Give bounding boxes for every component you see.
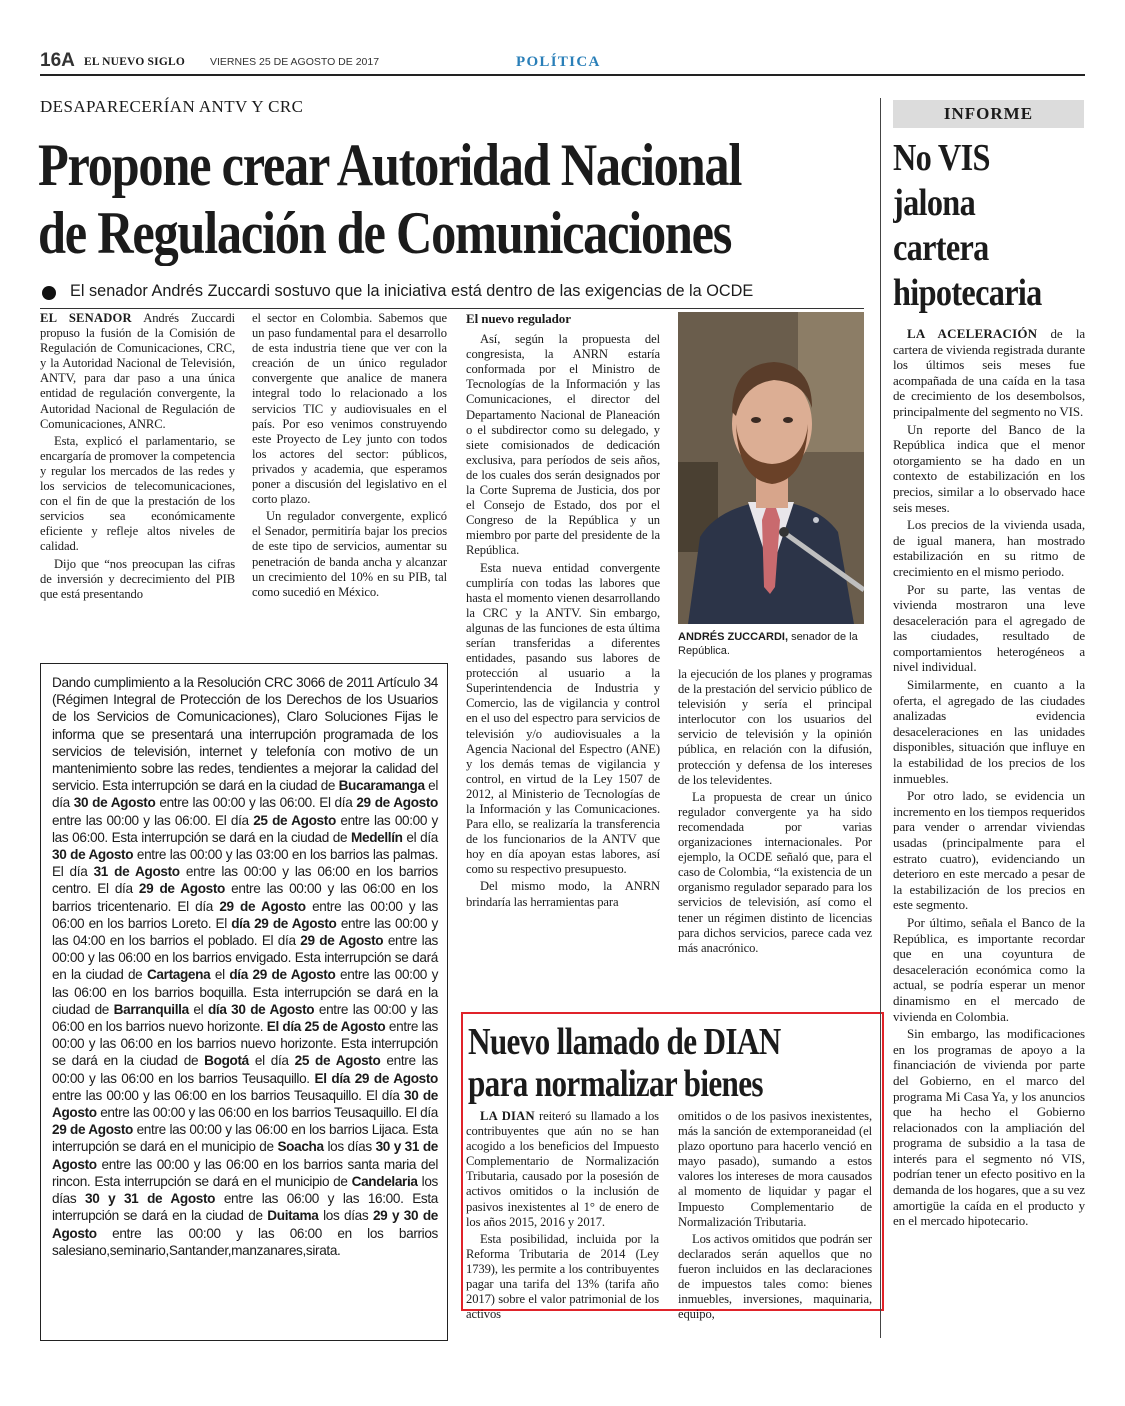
notice-segment: entre las 00:00 y las 06:00 en los barrios salesiano,seminario,Santander,manzanares,sirata. [52, 1225, 438, 1258]
dian-column-1 [466, 1109, 659, 1324]
section-name: POLÍTICA [516, 54, 601, 70]
notice-segment: entre las 06:00 y las 16:00. Esta interrupción se dará en la ciudad de [52, 1191, 438, 1224]
notice-highlight: Duitama [267, 1208, 319, 1224]
deck-rule [40, 308, 864, 309]
article-kicker: DESAPARECERÍAN ANTV Y CRC [40, 97, 304, 116]
subheading: El nuevo regulador [466, 311, 571, 326]
notice-segment: entre las 00:00 y las 06:00 en los barrios tricentenario. El día [52, 881, 438, 914]
notice-highlight: Candelaria [351, 1173, 418, 1189]
article-paragraph: Esta, explicó el parlamentario, se encargaría de promover la competencia y regular los mercados de las redes y los servicios de telecomunicaciones, con el fin de que la prestación de los servicios sea económicamente eficiente y refleje altos niveles de calidad. [40, 433, 235, 554]
article-paragraph: Andrés Zuccardi propuso la fusión de la Comisión de Regulación de Comunicaciones, CRC, y la Autoridad Nacional de Televisión, ANTV, para dar paso a una única entidad de regulación convergente, la Autoridad Nacional de Regulación de Comunicaciones, ANRC. [40, 311, 235, 431]
notice-segment: entre las 00:00 y las 06:00. Esta interrupción se dará en la ciudad de [52, 812, 439, 845]
service-notice-text [52, 674, 438, 1259]
notice-highlight: 29 de Agosto [138, 881, 225, 897]
caption-text: senador de la República. [678, 631, 858, 657]
informe-headline-line: hipotecaria [893, 272, 1042, 314]
notice-highlight: día 29 de Agosto [231, 915, 337, 931]
article-column-2 [252, 311, 447, 602]
informe-lead-word: LA ACELERACIÓN [907, 326, 1038, 341]
informe-label: INFORME [943, 104, 1034, 123]
senator-photo [678, 312, 864, 624]
notice-highlight: 29 de Agosto [219, 898, 306, 914]
article-paragraph: La propuesta de crear un único regulador convergente ya ha sido recomendada por varias organizaciones internacionales. Por ejemplo, la OCDE señaló que, para el caso de Colombia, “la existencia de un organismo regulador separado para los servicios de televisión, así como el tener un régimen distinto de licencias para dichos servicios, parece cada vez más anacrónico. [678, 789, 872, 955]
notice-segment: entre las 00:00 y las 06:00. El día [155, 795, 357, 811]
dian-paragraph: omitidos o de los pasivos inexistentes, más la sanción de extemporaneidad (el plazo oportuno para hacerlo venció en mayo pasado), sumando a estos valores los intereses de mora causados al momento de liquidar y pagar el Impuesto Complementario de Normalización Tributaria. [678, 1109, 872, 1229]
article-paragraph: Así, según la propuesta del congresista, la ANRN estaría conformada por el Ministro de Tecnologías de la Información y las Comunicaciones, el director del Departamento Nacional de Planeación o el subdirector como su delegado, y siete comisionados de dedicación exclusiva, para períodos de seis años, de los cuales dos serán designados por la Corte Suprema de Justicia, dos por el Consejo de Estado, dos por el Congreso de la República y un miembro por parte del presidente de la República. [466, 332, 660, 558]
notice-highlight: 30 y 31 de Agosto [84, 1191, 216, 1207]
page-header [40, 48, 1085, 72]
notice-highlight: día 29 de Agosto [229, 967, 336, 983]
bullet-icon [42, 286, 56, 300]
notice-highlight: 29 de Agosto [52, 1122, 133, 1138]
notice-segment: entre las 00:00 y las 06:00 en los barrios Teusaquillo. El día [52, 1087, 405, 1103]
article-headline [38, 131, 878, 271]
informe-column [893, 326, 1085, 1231]
informe-headline-line: jalona [893, 182, 976, 224]
informe-paragraph: Un reporte del Banco de la República indica que el menor otorgamiento se ha dado en un contexto de estabilización en los precios, similar a lo observado hace seis meses. [893, 421, 1085, 515]
informe-headline-line: No VIS [893, 137, 990, 179]
dian-lead-word: LA DIAN [480, 1109, 535, 1123]
notice-segment: entre las 00:00 y las 06:00 en los barrios centro. El día [52, 864, 439, 897]
notice-highlight: 25 de Agosto [294, 1053, 381, 1069]
notice-segment: entre las 00:00 y las 06:00 en los barrios nuevo horizonte. [52, 1001, 439, 1035]
informe-label-box [893, 100, 1084, 128]
notice-highlight: Barranquilla [113, 1001, 189, 1017]
notice-segment: el día [52, 778, 438, 811]
dian-headline-line-2: para normalizar bienes [468, 1063, 763, 1104]
notice-highlight: 30 y 31 de Agosto [52, 1139, 438, 1172]
article-paragraph: Esta nueva entidad convergente cumpliría con todas las labores que hasta el momento vienen desarrollando la CRC y la ANTV. Sin embargo, algunas de las funciones de esta última serían transferidas a diferentes entidades, pasando sus labores de protección al usuario a la Superintendencia de Industria y Comercio, las de vigilancia y control en el uso del espectro para servicios de televisión y/o audiovisuales a la Agencia Nacional del Espectro (ANE) y los demás temas de vigilancia y control, en virtud de la Ley 1507 de 2012, al Ministerio de Tecnologías de la Información y las Comunicaciones. Para ello, se realizaría la transferencia de los funcionarios de la ANTV que hoy en día apoyan estas labores, así como su respectivo presupuesto. [466, 560, 660, 877]
notice-highlight: 25 de Agosto [253, 812, 336, 828]
informe-paragraph: Por otro lado, se evidencia un incremento en los tiempos requeridos para vender o arrendar viviendas usadas (principalmente para el estrato cuatro), evidenciando un deterioro en este mercado a pesar de la estabilización de los precios en este segmento. [893, 788, 1085, 913]
notice-highlight: 30 de Agosto [52, 847, 134, 863]
dian-headline-line-1: Nuevo llamado de DIAN [468, 1021, 781, 1063]
senator-photo-illustration [678, 312, 864, 624]
notice-segment: los días [318, 1208, 373, 1224]
notice-highlight: 29 de Agosto [300, 933, 384, 949]
notice-segment: entre las 00:00 y las 06:00 en los barrios Teusaquillo. El día [96, 1105, 438, 1121]
header-rule [40, 74, 1085, 76]
article-column-3 [466, 311, 660, 912]
caption-name: ANDRÉS ZUCCARDI, [678, 631, 788, 643]
notice-segment: entre las 00:00 y las 06:00 en los barrios Loreto. El [52, 898, 438, 931]
photo-caption [678, 630, 864, 658]
notice-highlight: El día 29 de Agosto [314, 1070, 438, 1086]
article-lead-word: EL SENADOR [40, 311, 132, 325]
notice-segment: los días [52, 1173, 438, 1207]
notice-segment: el [188, 1001, 208, 1017]
article-deck: El senador Andrés Zuccardi sostuvo que la iniciativa está dentro de las exigencias de la OCDE [70, 282, 754, 300]
notice-highlight: Cartagena [146, 967, 211, 983]
informe-paragraph: Similarmente, en cuanto a la oferta, el agregado de las ciudades analizadas evidencia desaceleraciones en las unidades disponibles, situación que influye en la estabilidad de los precios de los inmuebles. [893, 677, 1085, 786]
notice-highlight: 30 de Agosto [73, 795, 156, 811]
informe-headline-line: cartera [893, 227, 989, 269]
article-headline-line-2: de Regulación de Comunicaciones [38, 200, 732, 266]
notice-segment: entre las 00:00 y las 06:00 en los barrios Lijaca. Esta interrupción se dará en el municipio de [52, 1122, 438, 1155]
informe-paragraph: Por último, señala el Banco de la República, es importante recordar que en una coyuntura de desaceleración económica como la actual, se podría esperar un menor dinamismo en el mercado de vivienda en Colombia. [893, 914, 1085, 1024]
article-paragraph: Un regulador convergente, explicó el Senador, permitiría bajar los precios de este tipo de servicios, aumentar su penetración de banda ancha y alcanzar un crecimiento del 10% en su PIB, tal como sucedió en México. [252, 509, 447, 599]
notice-highlight: 29 y 30 de Agosto [52, 1208, 438, 1241]
article-paragraph: Del mismo modo, la ANRN brindaría las herramientas para [466, 879, 660, 909]
notice-highlight: Soacha [277, 1139, 324, 1155]
article-paragraph: el sector en Colombia. Sabemos que un paso fundamental para el desarrollo de esta industria tiene que ver con la creación de un único regulador convergente que analice de manera integral todo lo relacionado a los servicios TIC y audiovisuales en el país. Por eso venimos construyendo este Proyecto de Ley junto con todos los actores del sector: públicos, privados y academia, que esperamos poner a discusión del legislativo en el corto plazo. [252, 311, 447, 507]
notice-segment: entre las 00:00 y las 03:00 en los barrios las palmas. El día [52, 847, 438, 880]
article-paragraph: Dijo que “nos preocupan las cifras de inversión y decrecimiento del PIB que está presentando [40, 556, 235, 601]
notice-segment: entre las 00:00 y las 06:00 en los barrios santa maria del rincon. Esta interrupción se dará en el municipio de [52, 1156, 438, 1189]
notice-segment: el día [248, 1053, 295, 1069]
dian-column-2 [678, 1109, 872, 1324]
notice-segment: entre las 00:00 y las 06:00. El día [52, 812, 254, 828]
page-number: 16A [40, 50, 75, 71]
dian-headline [468, 1020, 880, 1104]
notice-highlight: Medellín [351, 829, 403, 845]
notice-highlight: día 30 de Agosto [207, 1001, 315, 1017]
article-column-4 [678, 667, 872, 958]
notice-highlight: Bogotá [204, 1053, 249, 1069]
informe-paragraph: Los precios de la vivienda usada, de igual manera, han mostrado estabilización en su ritmo de crecimiento en el mismo periodo. [893, 517, 1085, 579]
notice-segment: Dando cumplimiento a la Resolución CRC 3066 de 2011 Artículo 34 (Régimen Integral de Protección de los Derechos de los Usuarios de los Servicios de Comunicaciones), Claro Soluciones Fijas le informa que se presentará una interrupción programada de los servicios de televisión, internet y telefonía con motivo de un mantenimiento sobre las redes, tendientes a mejorar la calidad del servicio. Esta interrupción se dará en la ciudad de [52, 675, 438, 794]
issue-date: VIERNES 25 DE AGOSTO DE 2017 [210, 56, 380, 68]
notice-segment: entre las 00:00 y las 06:00 en los barrios boquilla. Esta interrupción se dará en la ciudad de [52, 967, 439, 1017]
notice-segment: el [210, 967, 230, 983]
informe-paragraph: Por su parte, las ventas de vivienda mostraron una leve desaceleración para el agregado de las ciudades, resultado de comportamientos heterogéneos a nivel individual. [893, 581, 1085, 675]
notice-segment: el día [402, 829, 438, 845]
notice-highlight: 31 de Agosto [93, 864, 180, 880]
dian-paragraph: Esta posibilidad, incluida por la Reforma Tributaria de 2014 (Ley 1739), les permite a los contribuyentes pagar una tarifa del 13% (tarifa año 2017) sobre el valor patrimonial de los activos [466, 1231, 659, 1322]
notice-segment: entre las 00:00 y las 06:00 en los barrios Teusaquillo. [52, 1053, 438, 1086]
newspaper-name: EL NUEVO SIGLO [84, 56, 185, 68]
notice-segment: los días [323, 1139, 376, 1155]
notice-segment: entre las 00:00 y las 04:00 en los barrios el poblado. El día [52, 915, 439, 949]
notice-highlight: 29 de Agosto [356, 795, 438, 811]
article-column-1 [40, 311, 235, 604]
notice-segment: entre las 00:00 y las 06:00 en los barrios envigado. Esta interrupción se dará en la ciudad de [52, 933, 438, 983]
informe-headline [893, 136, 1085, 316]
column-divider [880, 98, 881, 1338]
notice-segment: entre las 00:00 y las 06:00 en los barrios nuevo horizonte. Esta interrupción se dará en la ciudad de [52, 1019, 438, 1069]
article-paragraph: la ejecución de los planes y programas de la prestación del servicio público de televisión y sería el principal interlocutor con los usuarios del servicio de televisión y la opinión pública, en relación con la difusión, protección y defensa de los intereses de los televidentes. [678, 667, 872, 787]
dian-paragraph: reiteró su llamado a los contribuyentes que aún no se han acogido a los beneficios del Impuesto Complementario de Normalización Tributaria, causado por la posesión de activos omitidos o la inclusión de pasivos inexistentes al 1° de enero de los años 2015, 2016 y 2017. [466, 1109, 659, 1229]
notice-highlight: 30 de Agosto [52, 1087, 439, 1121]
notice-highlight: Bucaramanga [338, 778, 425, 794]
dian-paragraph: Los activos omitidos que podrán ser declarados serán aquellos que no fueron incluidos en las declaraciones de impuestos tales como: bienes inmuebles, inversiones, maquinaria, equipo, [678, 1231, 872, 1322]
article-headline-line-1: Propone crear Autoridad Nacional [38, 132, 742, 198]
notice-highlight: El día 25 de Agosto [266, 1019, 386, 1035]
informe-paragraph: Sin embargo, las modificaciones en los programas de apoyo a la financiación de vivienda por parte del Gobierno, en el marco del programa Mi Casa Ya, y los anuncios que ha hecho el Gobierno relacionados con la ampliación del programa de subsidio a la tasa de interés para el segmento nó VIS, podrían tener un efecto positivo en la demanda de los hogares, que a su vez amortigüe la caída en el producto y en el mercado hipotecario. [893, 1026, 1085, 1229]
informe-paragraph: de la cartera de vivienda registrada durante los últimos seis meses fue acompañada de una caída en la tasa de crecimiento de los desembolsos, principalmente del segmento no VIS. [893, 326, 1086, 419]
